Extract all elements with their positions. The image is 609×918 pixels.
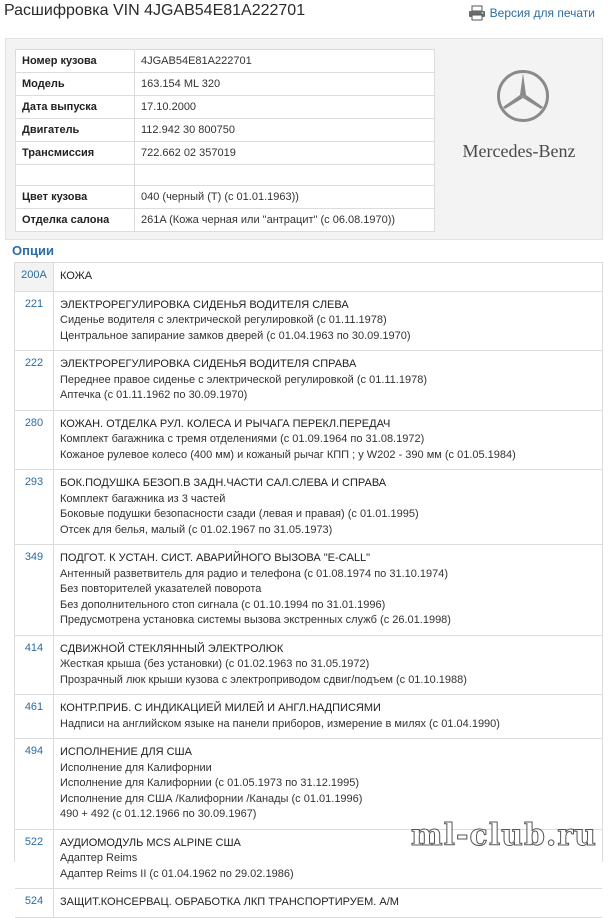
vehicle-info-label: Модель (16, 73, 135, 96)
option-name: КОНТР.ПРИБ. С ИНДИКАЦИЕЙ МИЛЕЙ И АНГЛ.НАДПИСЯМИ (60, 702, 381, 714)
option-detail: Кожаное рулевое колесо (400 мм) и кожаный рычаг КПП ; у W202 - 390 мм (с 01.05.1984) (60, 448, 516, 461)
option-description (54, 889, 602, 917)
options-table (14, 262, 603, 908)
option-name: ПОДГОТ. К УСТАН. СИСТ. АВАРИЙНОГО ВЫЗОВА "E-CALL" (60, 552, 371, 564)
vehicle-info-label: Цвет кузова (16, 186, 135, 209)
option-row (15, 263, 602, 292)
option-detail: 490 + 492 (с 01.12.1966 по 30.09.1967) (60, 808, 257, 820)
option-name: АУДИОМОДУЛЬ MCS ALPINE США (60, 836, 241, 849)
option-code-link[interactable]: 293 (15, 470, 54, 544)
page-title: Расшифровка VIN 4JGAB54E81A222701 (4, 2, 306, 19)
vehicle-info-row (16, 165, 435, 186)
option-name: КОЖА (60, 270, 93, 282)
option-row (15, 739, 602, 830)
vehicle-info-label: Трансмиссия (16, 142, 135, 165)
vehicle-info-label: Отделка салона (16, 209, 135, 232)
vehicle-info-row (16, 119, 435, 142)
vehicle-info-row (16, 209, 435, 232)
option-detail: Комплект багажника из 3 частей (60, 492, 226, 505)
option-detail: Переднее правое сиденье с электрической регулировкой (с 01.11.1978) (60, 373, 427, 386)
option-detail: Предусмотрена установка системы вызова экстренных служб (с 26.01.1998) (60, 614, 451, 626)
vehicle-info-row (16, 186, 435, 209)
option-detail: Комплект багажника с тремя отделениями (с 01.09.1964 по 31.08.1972) (60, 433, 425, 445)
option-detail: Жесткая крыша (без установки) (с 01.02.1963 по 31.05.1972) (60, 658, 370, 670)
option-description (54, 411, 602, 470)
print-version-label: Версия для печати (489, 6, 595, 20)
option-detail: Прозрачный люк крыши кузова с электроприводом сдвиг/подъем (с 01.10.1988) (60, 673, 467, 686)
option-code-link[interactable]: 461 (15, 695, 54, 738)
option-description (54, 636, 602, 695)
option-row (15, 292, 602, 352)
option-detail: Без дополнительного стоп сигнала (с 01.10.1994 по 31.01.1996) (60, 598, 386, 611)
mercedes-star-icon (496, 69, 550, 123)
option-code-link[interactable]: 349 (15, 545, 54, 635)
option-description (54, 470, 602, 544)
vehicle-info-row (16, 96, 435, 119)
vehicle-info-row (16, 142, 435, 165)
vehicle-info-value: 040 (черный (T) (с 01.01.1963)) (135, 186, 435, 209)
vehicle-info-value: 163.154 ML 320 (135, 73, 435, 96)
option-detail: Антенный разветвитель для радио и телефона (с 01.08.1974 по 31.10.1974) (60, 567, 449, 580)
option-name: КОЖАН. ОТДЕЛКА РУЛ. КОЛЕСА И РЫЧАГА ПЕРЕКЛ.ПЕРЕДАЧ (60, 417, 391, 430)
vehicle-info-row (16, 50, 435, 73)
option-description (54, 292, 602, 351)
option-detail: Центральное запирание замков дверей (с 01.04.1963 по 30.09.1970) (60, 329, 411, 342)
option-name: СДВИЖНОЙ СТЕКЛЯННЫЙ ЭЛЕКТРОЛЮК (60, 642, 284, 655)
option-row (15, 351, 602, 411)
option-description (54, 263, 602, 291)
option-detail: Исполнение для США /Калифорнии /Канады (с 01.01.1996) (60, 792, 363, 805)
option-row (15, 695, 602, 739)
option-code-link[interactable]: 280 (15, 411, 54, 470)
option-row (15, 470, 602, 545)
option-detail: Адаптер Reims II (с 01.04.1962 по 29.02.1986) (60, 867, 294, 880)
option-description (54, 545, 602, 635)
option-row (15, 545, 602, 636)
option-row (15, 889, 602, 918)
brand-name: Mercedes-Benz (462, 141, 576, 161)
option-name: ЭЛЕКТРОРЕГУЛИРОВКА СИДЕНЬЯ ВОДИТЕЛЯ СПРАВА (60, 358, 357, 370)
options-title: Опции (12, 243, 54, 258)
brand-logo (444, 69, 594, 209)
option-detail: Надписи на английском языке на панели приборов, измерение в милях (с 01.04.1990) (60, 717, 500, 730)
option-description (54, 739, 602, 829)
option-detail: Без повторителей указателей поворота (60, 583, 262, 595)
vehicle-info-panel (5, 38, 603, 240)
option-row (15, 411, 602, 471)
vehicle-info-label: Двигатель (16, 119, 135, 142)
vehicle-info-value: 722.662 02 357019 (135, 142, 435, 165)
print-version-link[interactable] (468, 5, 595, 21)
option-detail: Адаптер Reims (60, 852, 138, 864)
printer-icon (468, 5, 486, 21)
option-code-link[interactable]: 414 (15, 636, 54, 695)
vehicle-info-value: 112.942 30 800750 (135, 119, 435, 142)
option-code-link[interactable]: 494 (15, 739, 54, 829)
option-code-link[interactable]: 200A (15, 263, 54, 291)
option-description (54, 695, 602, 738)
page-header (0, 0, 609, 30)
option-detail: Исполнение для Калифорнии (60, 761, 212, 774)
vehicle-info-label (16, 165, 135, 186)
vehicle-info-label: Дата выпуска (16, 96, 135, 119)
option-detail: Отсек для белья, малый (с 01.02.1967 по 31.05.1973) (60, 523, 333, 536)
option-row (15, 636, 602, 696)
option-code-link[interactable]: 222 (15, 351, 54, 410)
vehicle-info-value: 261A (Кожа черная или "антрацит" (с 06.08.1970)) (135, 209, 435, 232)
option-detail: Боковые подушки безопасности сзади (левая и правая) (с 01.01.1995) (60, 508, 419, 520)
option-detail: Исполнение для Калифорнии (с 01.05.1973 по 31.12.1995) (60, 777, 360, 789)
option-name: ЗАЩИТ.КОНСЕРВАЦ. ОБРАБОТКА ЛКП ТРАНСПОРТИРУЕМ. А/М (60, 896, 399, 908)
option-detail: Аптечка (с 01.11.1962 по 30.09.1970) (60, 389, 248, 401)
vehicle-info-table (15, 49, 435, 232)
option-name: БОК.ПОДУШКА БЕЗОП.В ЗАДН.ЧАСТИ САЛ.СЛЕВА И СПРАВА (60, 477, 387, 489)
option-detail: Сиденье водителя с электрической регулировкой (с 01.11.1978) (60, 314, 387, 326)
option-name: ЭЛЕКТРОРЕГУЛИРОВКА СИДЕНЬЯ ВОДИТЕЛЯ СЛЕВА (60, 298, 349, 311)
vehicle-info-value: 4JGAB54E81A222701 (135, 50, 435, 73)
option-code-link[interactable]: 522 (15, 830, 54, 889)
vehicle-info-value (135, 165, 435, 186)
vehicle-info-row (16, 73, 435, 96)
option-code-link[interactable]: 524 (15, 889, 54, 917)
watermark: ml-club.ru (410, 818, 597, 853)
option-name: ИСПОЛНЕНИЕ ДЛЯ США (60, 746, 192, 758)
option-code-link[interactable]: 221 (15, 292, 54, 351)
vehicle-info-value: 17.10.2000 (135, 96, 435, 119)
vehicle-info-label: Номер кузова (16, 50, 135, 73)
option-description (54, 351, 602, 410)
